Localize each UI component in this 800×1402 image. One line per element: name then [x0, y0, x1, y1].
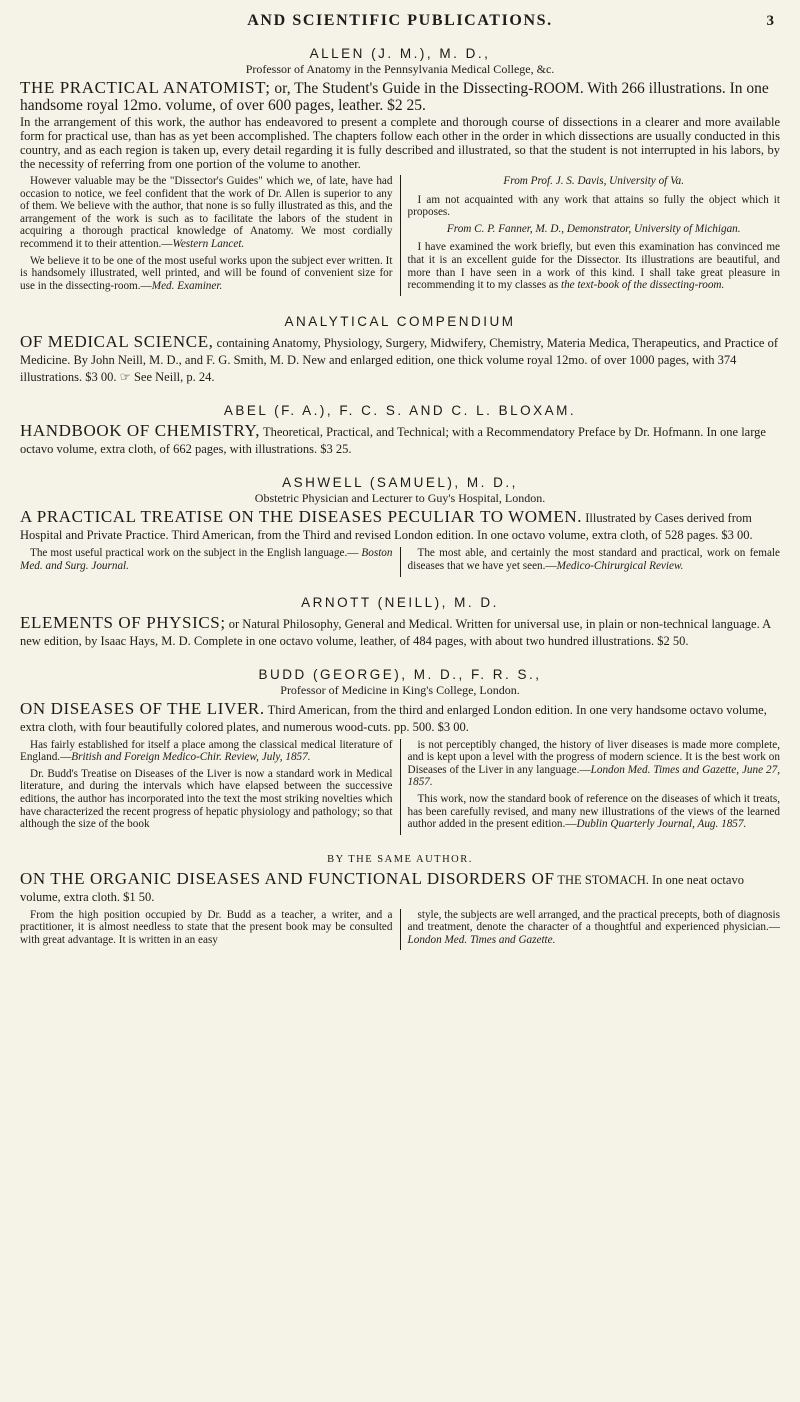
title-details: Theoretical, Practical, and Technical; with a Recommendatory Preface by Dr. Hofmann. In one large octavo volume, extra cloth, of 662 pages, with illustrations. $3 25. [20, 425, 766, 457]
catalog-entry-abel [20, 403, 780, 457]
author-affiliation: Professor of Medicine in King's College, London. [280, 682, 520, 697]
review-quote: We believe it to be one of the most useful works upon the subject ever written. It is handsomely illustrated, well printed, and will be found of convenient size for use in the dissecting-room.—Med. Examiner. [20, 254, 393, 292]
review-source: Medico-Chirurgical Review. [556, 559, 684, 572]
title-lead: THE PRACTICAL ANATOMIST; [20, 78, 271, 97]
review-quote: From the high position occupied by Dr. Budd as a teacher, a writer, and a practitioner, it is almost needless to state that the present book may be consulted with great advantage. It is written in an easy [20, 908, 393, 946]
review-column-left [20, 909, 401, 951]
catalog-entry-compendium [20, 314, 780, 385]
title-lead: OF MEDICAL SCIENCE, [20, 332, 214, 352]
review-column-left [20, 175, 401, 296]
title-details: or Natural Philosophy, General and Medical. Written for universal use, in plain or non-technical language. A new edition, by Isaac Hays, M. D. Complete in one octavo volume, leather, of 484 pages, with about two hundred illustrations. $2 50. [20, 616, 771, 648]
review-quote: I have examined the work briefly, but even this examination has convinced me that it is an excellent guide for the Dissector. Its illustrations are beautiful, and more than I have seen in a work of this kind. I shall take great pleasure in recommending it to my classes as the text-book of the dissecting-room. [407, 241, 780, 292]
running-header [20, 0, 780, 44]
review-attribution: From C. P. Fanner, M. D., Demonstrator, University of Michigan. [446, 222, 741, 235]
review-column-right [401, 547, 781, 576]
title-lead: ELEMENTS OF PHYSICS; [20, 612, 226, 632]
title-lead: ON THE ORGANIC DISEASES AND FUNCTIONAL DISORDERS OF [20, 868, 555, 888]
review-column-right [401, 175, 781, 296]
book-title [20, 614, 780, 649]
title-details: Third American, from the third and enlarged London edition. In one very handsome octavo volume, extra cloth, with four beautifully colored plates, and numerous wood-cuts. pp. 500. $3 00. [20, 702, 767, 734]
review-quote: is not perceptibly changed, the history of liver diseases is made more complete, and is kept upon a level with the progress of modern science. It is the best work on Diseases of the Liver in any language.—London Med. Times and Gazette, June 27, 1857. [407, 738, 780, 789]
review-source: Boston Med. and Surg. Journal. [20, 547, 393, 572]
title-lead: HANDBOOK OF CHEMISTRY, [20, 421, 261, 441]
review-quote: Dr. Budd's Treatise on Diseases of the Liver is now a standard work in Medical literature, and during the intervals which have elapsed between the successive editions, the author has incorporated into the text the most striking novelties which have characterized the recent progress of hepatic physiology and pathology; so that although the size of the book [20, 767, 393, 831]
page-number: 3 [766, 13, 774, 29]
review-column-right [401, 739, 781, 835]
book-title [20, 333, 780, 385]
review-attribution: From Prof. J. S. Davis, University of Va. [503, 175, 685, 187]
title-details: Illustrated by Cases derived from Hospital and Private Practice. Third American, from the Third and revised London edition. In one octavo volume, extra cloth, of 528 pages. $3 00. [20, 511, 753, 543]
review-source: London Med. Times and Gazette. [407, 933, 556, 946]
book-description: In the arrangement of this work, the author has endeavored to present a complete and thorough course of dissections in a clearer and more available form for practical use, than has as yet been accomplished. The chapters follow each other in the order in which dissections are usually conducted in this country, and as each region is taken up, every detail regarding it is fully described and illustrated, so that the student is not interrupted in his labors, by the necessity of referring from one portion of the volume to another. [20, 115, 780, 171]
catalog-entry-ashwell [20, 475, 780, 576]
review-quote: The most useful practical work on the subject in the English language.— Boston Med. and Surg. Journal. [20, 547, 393, 572]
review-columns [20, 175, 780, 296]
review-quote: I am not acquainted with any work that attains so fully the object which it proposes. [407, 193, 780, 219]
author-heading: ASHWELL (SAMUEL), M. D., [282, 475, 518, 491]
book-title [20, 700, 780, 735]
catalog-entry-budd-stomach [20, 853, 780, 951]
review-columns [20, 739, 780, 835]
title-details: or, The Student's Guide in the Dissecting-ROOM. With 266 illustrations. In one handsome royal 12mo. volume, of over 600 pages, leather. $2 25. [20, 80, 769, 114]
author-heading: ANALYTICAL COMPENDIUM [284, 314, 516, 330]
review-source: London Med. Times and Gazette, June 27, 1857. [407, 763, 780, 789]
author-heading: ABEL (F. A.), F. C. S. AND C. L. BLOXAM. [223, 403, 577, 419]
author-affiliation: Obstetric Physician and Lecturer to Guy's Hospital, London. [254, 491, 546, 506]
book-title [20, 870, 780, 905]
review-quote: The most able, and certainly the most standard and practical, work on female diseases that we have yet seen.—Medico-Chirurgical Review. [407, 547, 780, 572]
catalog-entry-arnott [20, 595, 780, 649]
book-page [20, 0, 780, 1402]
title-lead: A PRACTICAL TREATISE ON THE DISEASES PECULIAR TO WOMEN. [20, 507, 583, 527]
review-source: Dublin Quarterly Journal, Aug. 1857. [576, 818, 747, 831]
review-columns [20, 547, 780, 576]
author-heading: ALLEN (J. M.), M. D., [309, 46, 491, 61]
book-title [20, 508, 780, 543]
book-title [20, 422, 780, 457]
review-quote: However valuable may be the "Dissector's Guides" which we, of late, have had occasion to notice, we feel confident that the work of Dr. Allen is superior to any of them. We believe with the author, that none is so fully illustrated as this, and the arrangement of the work is such as to facilitate the labors of the student in acquiring a thorough practical knowledge of Anatomy. We most cordially recommend it to their attention.—Western Lancet. [20, 175, 393, 250]
review-source: the text-book of the dissecting-room. [560, 279, 725, 292]
title-lead: ON DISEASES OF THE LIVER. [20, 698, 265, 718]
author-heading: BUDD (GEORGE), M. D., F. R. S., [258, 666, 542, 682]
review-source: British and Foreign Medico-Chir. Review, July, 1857. [71, 751, 311, 764]
review-quote: style, the subjects are well arranged, and the practical precepts, both of diagnosis and treatment, denote the character of a thoughtful and experienced physician.—London Med. Times and Gazette. [407, 908, 780, 946]
review-quote: This work, now the standard book of reference on the diseases of which it treats, has been carefully revised, and many new illustrations of the views of the learned author added in the present edition.—Dublin Quarterly Journal, Aug. 1857. [407, 792, 780, 831]
review-column-left [20, 547, 401, 576]
running-title: AND SCIENTIFIC PUBLICATIONS. [247, 12, 553, 29]
book-title [20, 79, 780, 114]
review-columns [20, 909, 780, 951]
catalog-entry-allen [20, 46, 780, 296]
review-source: Western Lancet. [172, 237, 245, 250]
author-affiliation: Professor of Anatomy in the Pennsylvania Medical College, &c. [245, 62, 555, 76]
review-column-right [401, 909, 781, 951]
review-quote: Has fairly established for itself a place among the classical medical literature of England.—British and Foreign Medico-Chir. Review, July, 1857. [20, 738, 393, 764]
catalog-entry-budd [20, 667, 780, 835]
author-heading: ARNOTT (NEILL), M. D. [301, 594, 499, 610]
review-column-left [20, 739, 401, 835]
title-details: containing Anatomy, Physiology, Surgery, Midwifery, Chemistry, Materia Medica, Therapeutics, and Practice of Medicine. By John Neill, M. D., and F. G. Smith, M. D. New and enlarged edition, one thick volume royal 12mo. of over 1000 pages, with 374 illustrations. $3 00. ☞ See Neill, p. 24. [20, 336, 778, 385]
title-details: THE STOMACH. In one neat octavo volume, extra cloth. $1 50. [20, 872, 744, 904]
review-source: Med. Examiner. [151, 279, 223, 292]
same-author-byline: BY THE SAME AUTHOR. [327, 853, 473, 865]
